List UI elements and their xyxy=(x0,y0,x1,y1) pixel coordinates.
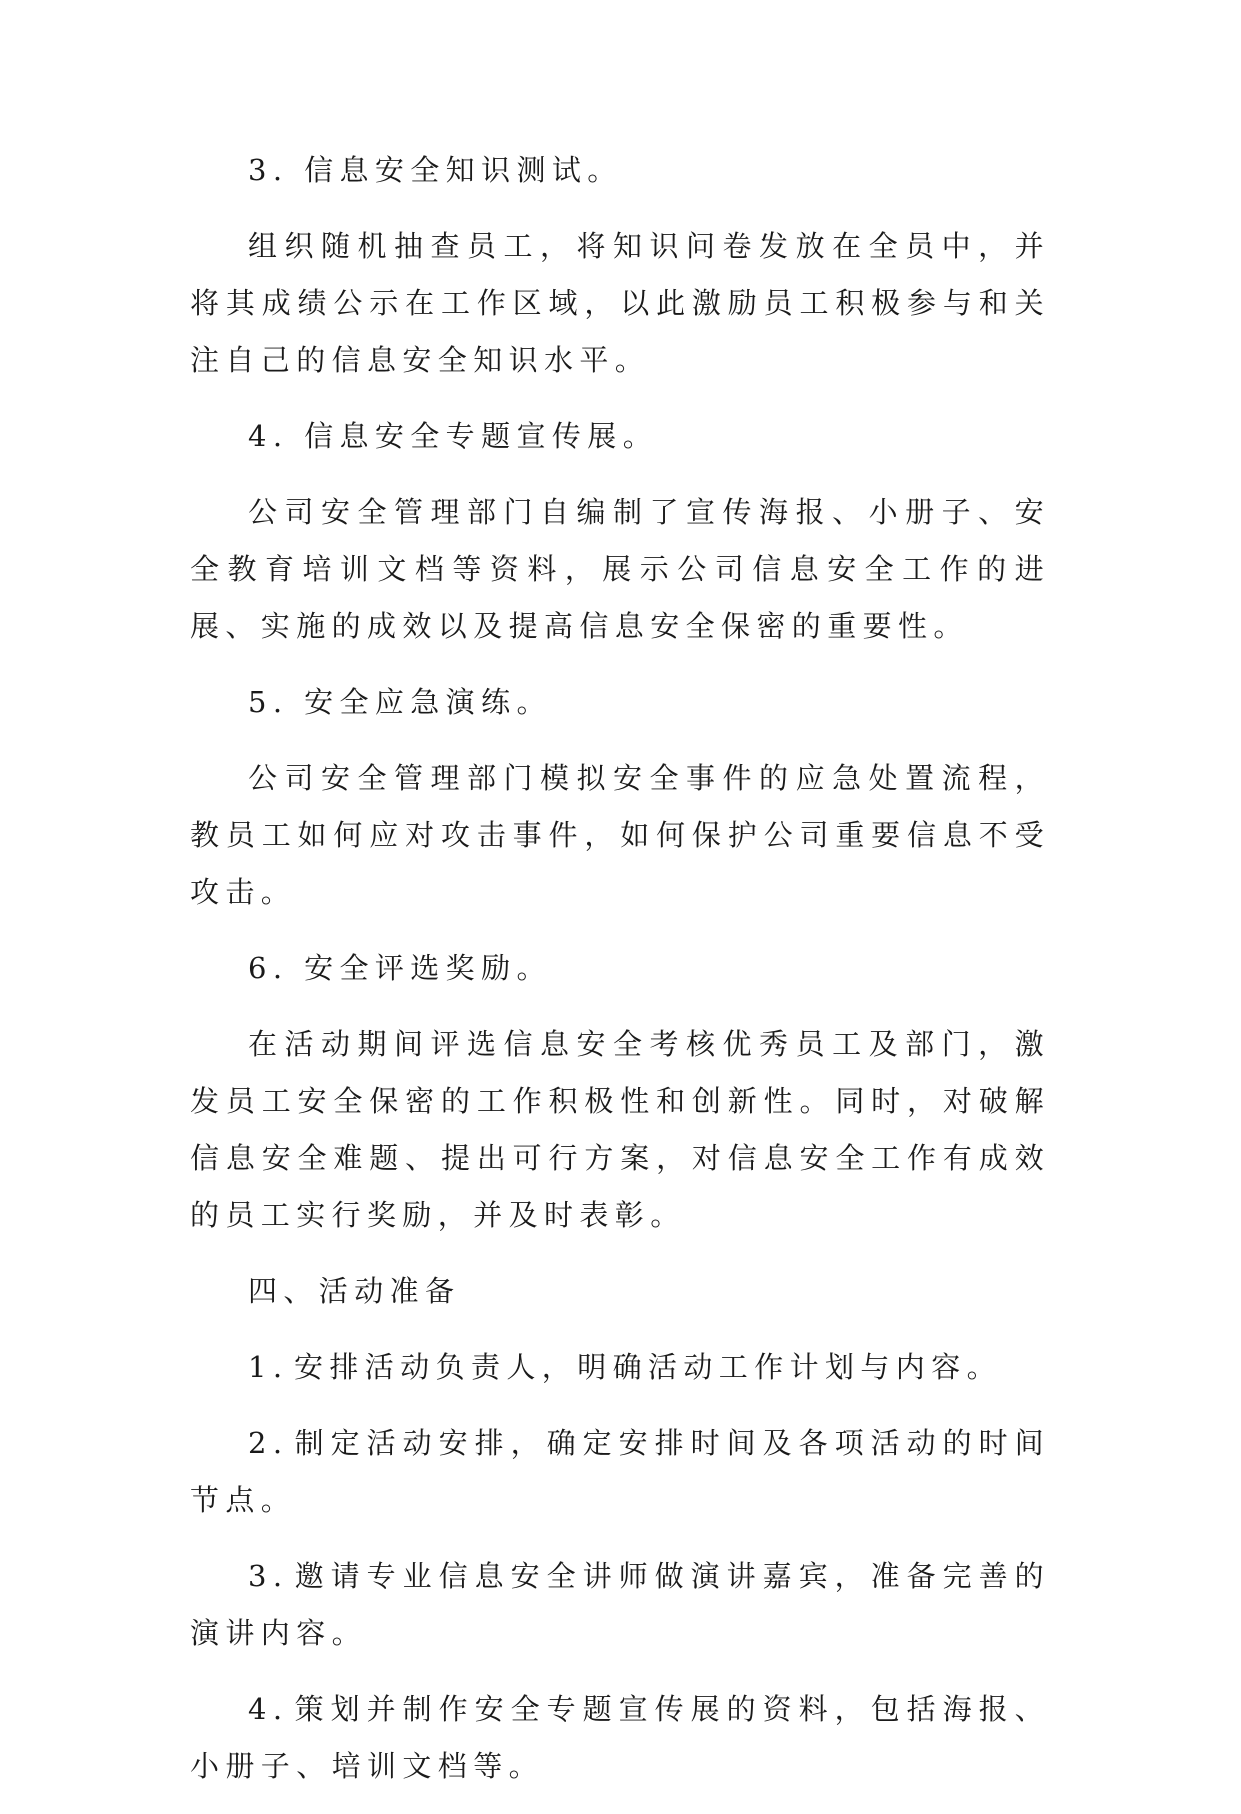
heading-award-selection: 6. 安全评选奖励。 xyxy=(248,951,552,985)
document-body xyxy=(190,142,1050,1814)
prep-item-text: 策划并制作安全专题宣传展的资料，包括海报、小册子、培训文档等。 xyxy=(190,1692,1050,1783)
prep-item-4 xyxy=(190,1681,1050,1795)
prep-item-2 xyxy=(190,1415,1050,1529)
heading-emergency-drill: 5. 安全应急演练。 xyxy=(248,685,552,719)
prep-item-3 xyxy=(190,1548,1050,1662)
section-heading-preparation: 四、活动准备 xyxy=(248,1274,461,1308)
prep-item-number: 1. xyxy=(248,1350,289,1384)
prep-item-1 xyxy=(190,1339,1050,1396)
paragraph-emergency-drill: 公司安全管理部门模拟安全事件的应急处置流程，教员工如何应对攻击事件，如何保护公司重要信息不受攻击。 xyxy=(190,761,1050,909)
prep-item-number: 4. xyxy=(248,1692,289,1726)
prep-item-text: 邀请专业信息安全讲师做演讲嘉宾，准备完善的演讲内容。 xyxy=(190,1559,1050,1650)
paragraph-publicity-exhibition: 公司安全管理部门自编制了宣传海报、小册子、安全教育培训文档等资料，展示公司信息安全工作的进展、实施的成效以及提高信息安全保密的重要性。 xyxy=(190,495,1050,643)
prep-item-text: 制定活动安排，确定安排时间及各项活动的时间节点。 xyxy=(190,1426,1050,1517)
paragraph-knowledge-test: 组织随机抽查员工，将知识问卷发放在全员中，并将其成绩公示在工作区域，以此激励员工积极参与和关注自己的信息安全知识水平。 xyxy=(190,229,1050,377)
heading-knowledge-test: 3. 信息安全知识测试。 xyxy=(248,153,623,187)
heading-publicity-exhibition: 4. 信息安全专题宣传展。 xyxy=(248,419,659,453)
prep-item-number: 2. xyxy=(248,1426,289,1460)
prep-item-text: 安排活动负责人，明确活动工作计划与内容。 xyxy=(294,1350,1003,1384)
paragraph-award-selection: 在活动期间评选信息安全考核优秀员工及部门，激发员工安全保密的工作积极性和创新性。同时，对破解信息安全难题、提出可行方案，对信息安全工作有成效的员工实行奖励，并及时表彰。 xyxy=(190,1027,1050,1232)
prep-item-number: 3. xyxy=(248,1559,289,1593)
